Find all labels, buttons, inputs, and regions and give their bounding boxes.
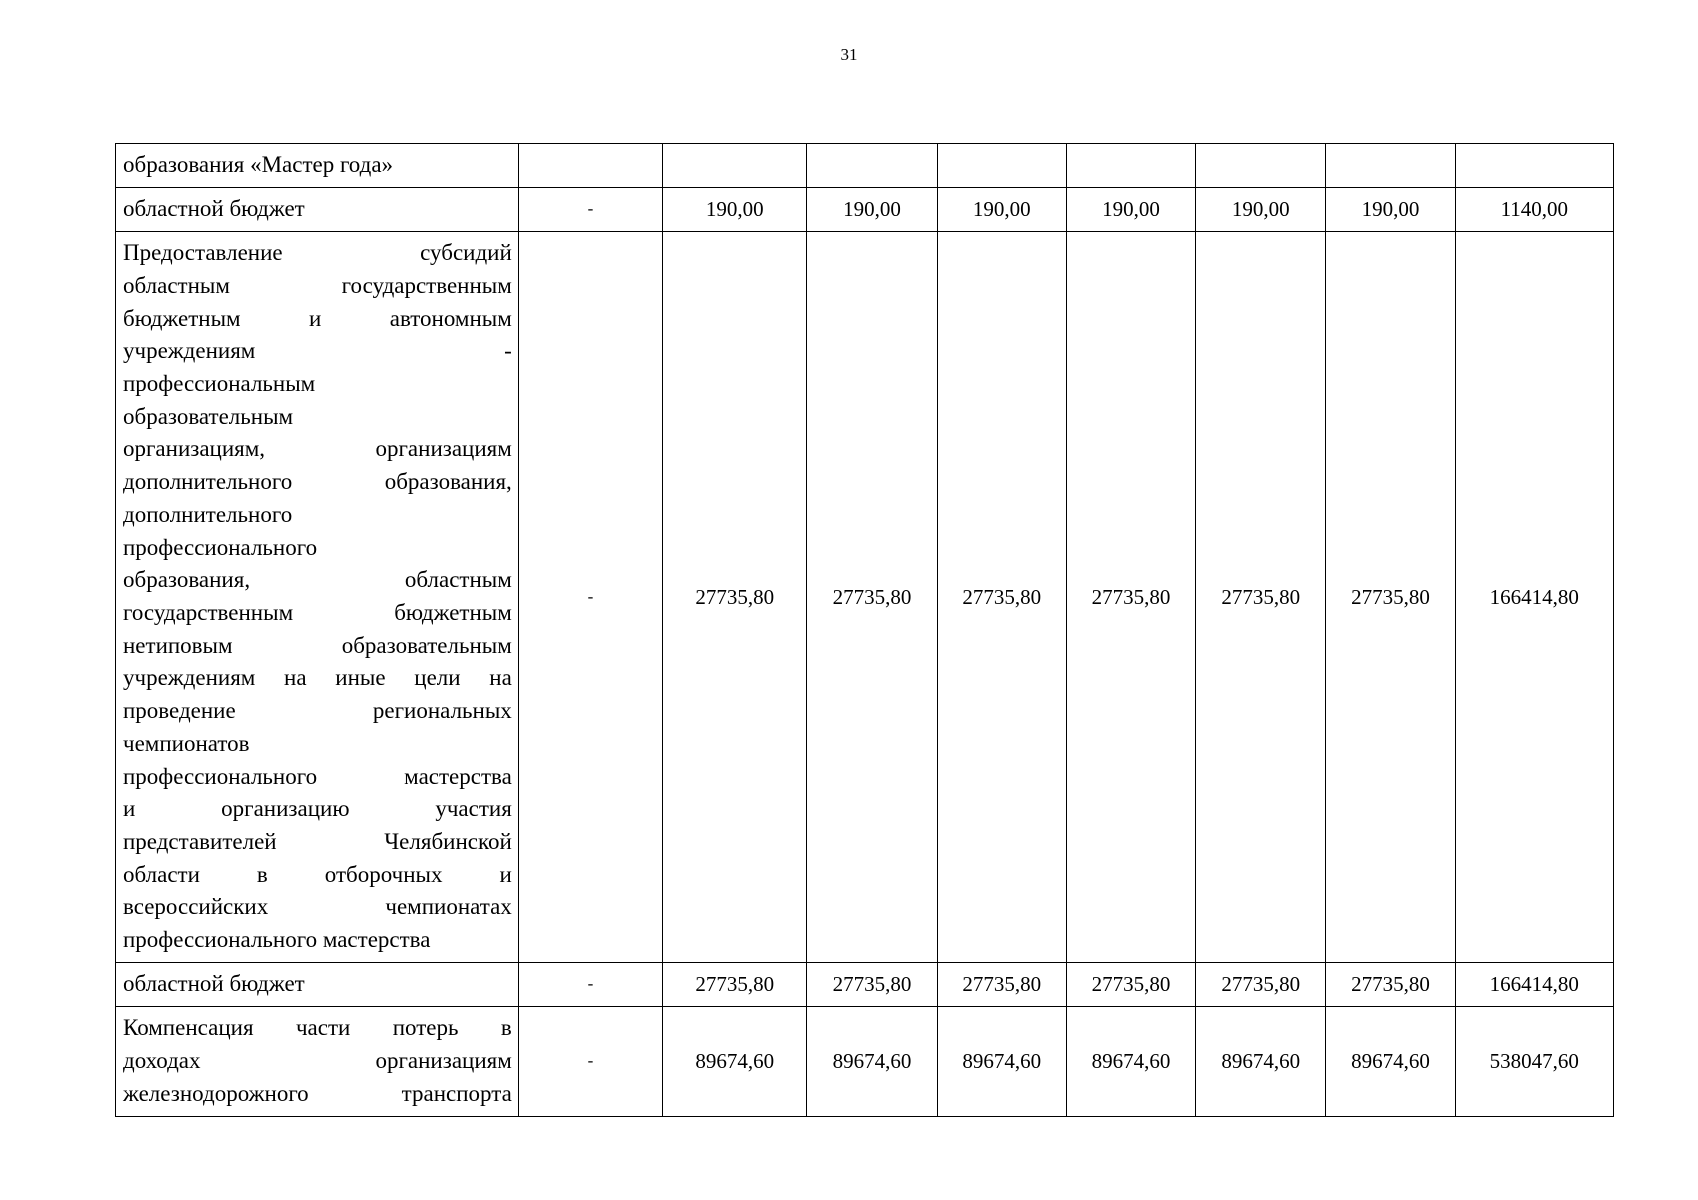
name-line: профессионального мастерства xyxy=(123,763,512,789)
value-cell xyxy=(1066,144,1195,188)
value-cell: 27735,80 xyxy=(1326,963,1455,1007)
name-line: и организацию участия xyxy=(123,796,512,822)
name-line: профессионального xyxy=(123,534,318,560)
value-cell: 27735,80 xyxy=(807,232,937,963)
name-line: железнодорожного транспорта xyxy=(123,1080,512,1106)
table-row xyxy=(116,232,1614,963)
value-cell: 27735,80 xyxy=(663,232,807,963)
name-line: Компенсация части потерь в xyxy=(123,1015,512,1041)
total-cell: 166414,80 xyxy=(1455,232,1613,963)
value-cell: 89674,60 xyxy=(807,1007,937,1117)
value-cell: 190,00 xyxy=(1326,188,1455,232)
row-name-cell: областной бюджет xyxy=(116,188,519,232)
name-line: области в отборочных и xyxy=(123,861,512,887)
value-cell xyxy=(1196,144,1326,188)
value-cell: 27735,80 xyxy=(937,963,1066,1007)
total-cell: 1140,00 xyxy=(1455,188,1613,232)
name-line: государственным бюджетным xyxy=(123,600,512,625)
value-cell xyxy=(807,144,937,188)
value-cell: 190,00 xyxy=(1066,188,1195,232)
budget-table xyxy=(115,143,1614,1117)
dash-cell: - xyxy=(518,1007,662,1117)
name-line: областным государственным xyxy=(123,272,512,298)
total-cell xyxy=(1455,144,1613,188)
row-name-cell xyxy=(116,1007,519,1117)
value-cell: 27735,80 xyxy=(1196,963,1326,1007)
dash-cell xyxy=(518,144,662,188)
dash-cell: - xyxy=(518,232,662,963)
name-line: представителей Челябинской xyxy=(123,828,512,854)
row-name-cell xyxy=(116,232,519,963)
name-line: учреждениям - xyxy=(123,338,512,364)
name-line: образовательным xyxy=(123,403,294,429)
value-cell: 190,00 xyxy=(663,188,807,232)
value-cell: 89674,60 xyxy=(1326,1007,1455,1117)
table-row xyxy=(116,188,1614,232)
name-line: чемпионатов xyxy=(123,730,250,756)
value-cell: 27735,80 xyxy=(663,963,807,1007)
name-line: дополнительного xyxy=(123,501,293,527)
name-line: учреждениям на иные цели на xyxy=(123,665,512,691)
value-cell: 89674,60 xyxy=(1196,1007,1326,1117)
row-name-cell: областной бюджет xyxy=(116,963,519,1007)
value-cell: 190,00 xyxy=(937,188,1066,232)
dash-cell: - xyxy=(518,963,662,1007)
name-line: бюджетным и автономным xyxy=(123,305,512,331)
name-line: профессионального мастерства xyxy=(123,927,431,953)
name-line: Предоставление субсидий xyxy=(123,240,512,266)
value-cell: 27735,80 xyxy=(807,963,937,1007)
table-row xyxy=(116,1007,1614,1117)
name-line: образования, областным xyxy=(123,567,512,593)
name-line: всероссийских чемпионатах xyxy=(123,894,512,920)
name-line: организациям, организациям xyxy=(123,436,512,462)
name-line: дополнительного образования, xyxy=(123,469,512,495)
value-cell: 190,00 xyxy=(1196,188,1326,232)
page-number: 31 xyxy=(840,45,858,64)
value-cell xyxy=(663,144,807,188)
value-cell: 27735,80 xyxy=(1066,963,1195,1007)
value-cell: 27735,80 xyxy=(1066,232,1195,963)
value-cell xyxy=(937,144,1066,188)
value-cell: 89674,60 xyxy=(663,1007,807,1117)
total-cell: 538047,60 xyxy=(1455,1007,1613,1117)
value-cell: 27735,80 xyxy=(1326,232,1455,963)
name-line: доходах организациям xyxy=(123,1048,512,1074)
name-line: проведение региональных xyxy=(123,698,512,724)
value-cell: 190,00 xyxy=(807,188,937,232)
value-cell: 89674,60 xyxy=(1066,1007,1195,1117)
name-line: профессиональным xyxy=(123,371,316,397)
value-cell xyxy=(1326,144,1455,188)
row-name-cell: образования «Мастер года» xyxy=(116,144,519,188)
name-line: нетиповым образовательным xyxy=(123,632,512,658)
dash-cell: - xyxy=(518,188,662,232)
value-cell: 89674,60 xyxy=(937,1007,1066,1117)
table-row xyxy=(116,963,1614,1007)
value-cell: 27735,80 xyxy=(937,232,1066,963)
value-cell: 27735,80 xyxy=(1196,232,1326,963)
table-row xyxy=(116,144,1614,188)
total-cell: 166414,80 xyxy=(1455,963,1613,1007)
